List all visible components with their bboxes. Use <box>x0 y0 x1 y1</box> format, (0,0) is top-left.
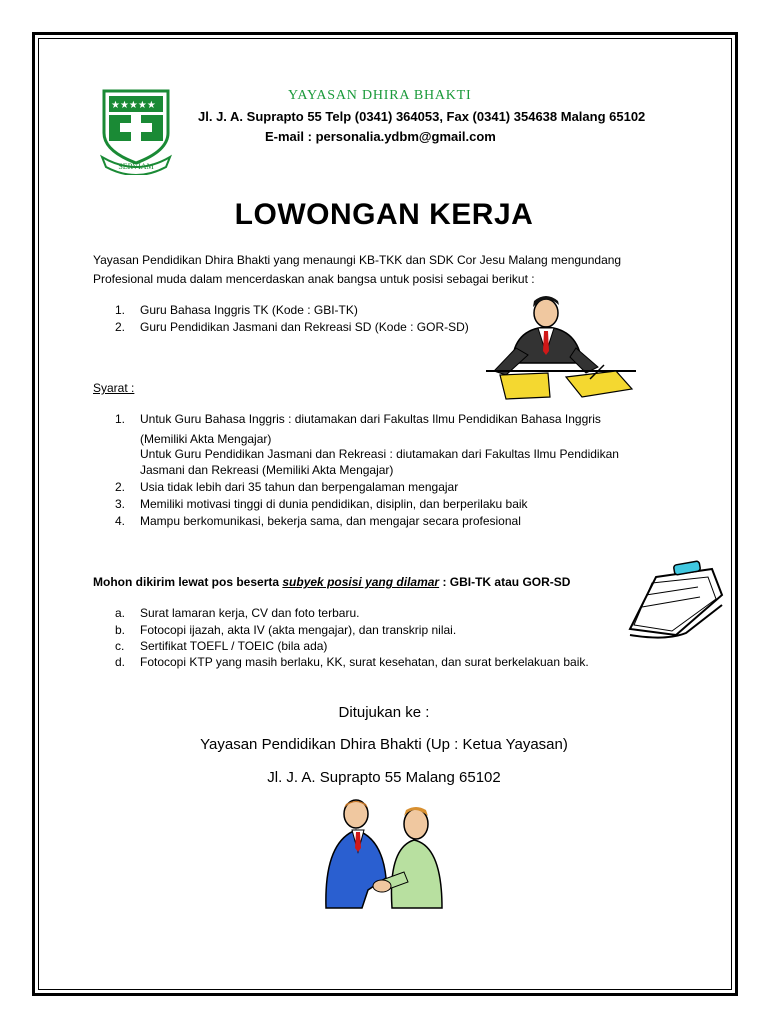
send-emphasis: subyek posisi yang dilamar <box>282 575 440 589</box>
svg-text:★★★★★: ★★★★★ <box>111 100 156 111</box>
man-at-desk-icon <box>486 293 636 401</box>
requirement-num: 2. <box>115 480 126 494</box>
syarat-label: Syarat : <box>93 381 135 395</box>
position-text: Guru Pendidikan Jasmani dan Rekreasi SD (Kode : GOR-SD) <box>140 320 469 334</box>
document-text: Fotocopi KTP yang masih berlaku, KK, surat kesehatan, dan surat berkelakuan baik. <box>140 655 589 669</box>
document-num: b. <box>115 623 126 637</box>
requirement-text: Usia tidak lebih dari 35 tahun dan berpengalaman mengajar <box>140 480 459 494</box>
requirement-text: (Memiliki Akta Mengajar) <box>140 432 272 446</box>
send-instruction <box>93 573 570 591</box>
requirement-text: Untuk Guru Bahasa Inggris : diutamakan dari Fakultas Ilmu Pendidikan Bahasa Inggris <box>140 412 601 426</box>
requirement-num: 4. <box>115 514 126 528</box>
org-email: E-mail : personalia.ydbm@gmail.com <box>265 129 496 144</box>
position-num: 1. <box>115 303 126 317</box>
page-title: LOWONGAN KERJA <box>234 198 534 231</box>
requirement-text: Memiliki motivasi tinggi di dunia pendidikan, disiplin, dan berperilaku baik <box>140 497 528 511</box>
requirement-text: Jasmani dan Rekreasi (Memiliki Akta Mengajar) <box>140 463 394 477</box>
intro-line-2: Profesional muda dalam mencerdaskan anak bangsa untuk posisi sebagai berikut : <box>93 272 535 286</box>
org-address: Jl. J. A. Suprapto 55 Telp (0341) 364053, Fax (0341) 354638 Malang 65102 <box>198 109 646 124</box>
requirement-text: Mampu berkomunikasi, bekerja sama, dan mengajar secara profesional <box>140 514 521 528</box>
document-num: c. <box>115 639 125 653</box>
position-num: 2. <box>115 320 126 334</box>
intro-line-1: Yayasan Pendidikan Dhira Bhakti yang menaungi KB-TKK dan SDK Cor Jesu Malang mengundang <box>93 253 622 267</box>
yayasan-logo-icon <box>94 87 178 175</box>
send-prefix: Mohon dikirim lewat pos beserta <box>93 575 283 589</box>
requirement-num: 3. <box>115 497 126 511</box>
logo-motto: SERVIAM <box>118 162 154 171</box>
handshake-icon <box>322 798 444 910</box>
document-num: a. <box>115 606 126 620</box>
send-suffix: : GBI-TK atau GOR-SD <box>439 575 571 589</box>
org-name: YAYASAN DHIRA BHAKTI <box>288 88 472 103</box>
requirement-text: Untuk Guru Pendidikan Jasmani dan Rekreasi : diutamakan dari Fakultas Ilmu Pendidikan <box>140 447 619 461</box>
document-text: Surat lamaran kerja, CV dan foto terbaru. <box>140 606 360 620</box>
addressed-address: Jl. J. A. Suprapto 55 Malang 65102 <box>267 769 501 786</box>
document-num: d. <box>115 655 126 669</box>
document-text: Fotocopi ijazah, akta IV (akta mengajar), dan transkrip nilai. <box>140 623 457 637</box>
addressed-label: Ditujukan ke : <box>338 704 430 721</box>
requirement-num: 1. <box>115 412 126 426</box>
position-text: Guru Bahasa Inggris TK (Kode : GBI-TK) <box>140 303 358 317</box>
addressed-recipient: Yayasan Pendidikan Dhira Bhakti (Up : Ketua Yayasan) <box>200 736 568 753</box>
document-text: Sertifikat TOEFL / TOEIC (bila ada) <box>140 639 328 653</box>
clipboard-icon <box>626 555 726 641</box>
